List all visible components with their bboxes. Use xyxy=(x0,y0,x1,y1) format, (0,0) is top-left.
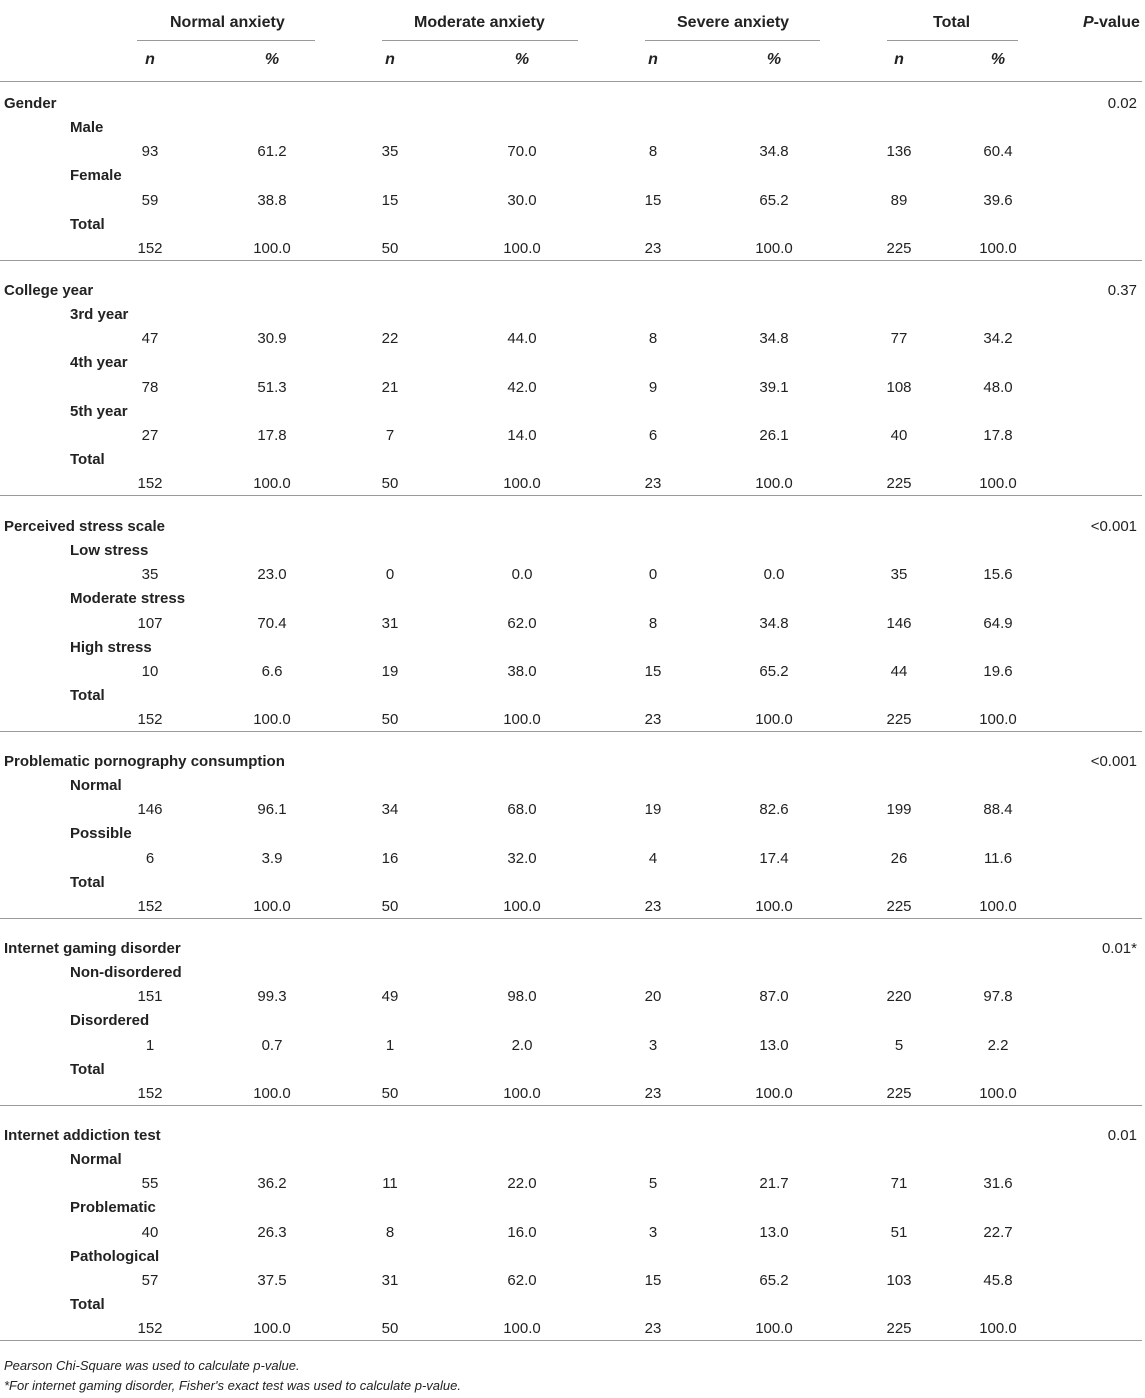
section-title: Problematic pornography consumption xyxy=(4,753,285,770)
cell-percent: 62.0 xyxy=(507,1271,537,1289)
header-group-severe-anxiety: Severe anxiety xyxy=(677,14,790,31)
cell-percent: 17.8 xyxy=(257,426,287,444)
cell-count: 44 xyxy=(890,662,908,680)
cell-percent: 70.4 xyxy=(257,614,287,632)
header-p-value-rest: -value xyxy=(1093,14,1140,31)
cell-count: 22 xyxy=(381,330,399,348)
cell-percent: 42.0 xyxy=(507,378,537,396)
cell-count: 15 xyxy=(644,1271,662,1289)
cell-count: 8 xyxy=(648,143,658,161)
cell-count: 0 xyxy=(648,566,658,584)
section-divider xyxy=(0,731,1142,732)
cell-count: 31 xyxy=(381,614,399,632)
section-title: Internet addiction test xyxy=(4,1127,161,1144)
cell-count: 1 xyxy=(385,1036,395,1054)
cell-percent: 16.0 xyxy=(507,1223,537,1241)
cell-percent: 100.0 xyxy=(503,897,541,915)
cell-percent: 61.2 xyxy=(257,143,287,161)
cell-count: 40 xyxy=(141,1223,159,1241)
header-group-normal-anxiety: Normal anxiety xyxy=(170,14,285,31)
header-bottom-rule xyxy=(0,81,1142,82)
cell-count: 225 xyxy=(886,897,912,915)
cell-count: 152 xyxy=(137,239,163,257)
cell-count: 5 xyxy=(894,1036,904,1054)
section-p-value: 0.01 xyxy=(1107,1127,1137,1144)
cell-percent: 100.0 xyxy=(979,1320,1017,1338)
cell-percent: 100.0 xyxy=(503,239,541,257)
cell-count: 50 xyxy=(381,1320,399,1338)
section-divider xyxy=(0,1340,1142,1341)
cell-percent: 0.7 xyxy=(261,1036,283,1054)
header-group-underline xyxy=(382,40,578,41)
cell-count: 23 xyxy=(644,475,662,493)
cell-percent: 6.6 xyxy=(261,662,283,680)
cell-percent: 51.3 xyxy=(257,378,287,396)
cell-percent: 65.2 xyxy=(759,191,789,209)
cell-percent: 37.5 xyxy=(257,1271,287,1289)
cell-percent: 14.0 xyxy=(507,426,537,444)
subheader-n: n xyxy=(385,51,395,68)
cell-count: 16 xyxy=(381,849,399,867)
cell-count: 55 xyxy=(141,1175,159,1193)
cell-count: 23 xyxy=(644,897,662,915)
category-label: Possible xyxy=(70,825,132,843)
cell-percent: 13.0 xyxy=(759,1036,789,1054)
cell-percent: 23.0 xyxy=(257,566,287,584)
cell-percent: 70.0 xyxy=(507,143,537,161)
cell-count: 225 xyxy=(886,1084,912,1102)
cell-count: 59 xyxy=(141,191,159,209)
cell-percent: 17.4 xyxy=(759,849,789,867)
category-label: Male xyxy=(70,119,104,137)
category-label: Disordered xyxy=(70,1012,150,1030)
cell-percent: 100.0 xyxy=(253,1084,291,1102)
footnote-1: Pearson Chi-Square was used to calculate p-value. xyxy=(4,1358,300,1373)
cell-count: 6 xyxy=(145,849,155,867)
category-label: Problematic xyxy=(70,1199,156,1217)
cell-percent: 100.0 xyxy=(979,239,1017,257)
cell-count: 51 xyxy=(890,1223,908,1241)
cell-count: 31 xyxy=(381,1271,399,1289)
cell-percent: 100.0 xyxy=(503,1320,541,1338)
cell-percent: 22.7 xyxy=(983,1223,1013,1241)
cell-percent: 88.4 xyxy=(983,801,1013,819)
cell-percent: 100.0 xyxy=(979,1084,1017,1102)
subheader-percent: % xyxy=(514,51,530,68)
cell-percent: 100.0 xyxy=(253,711,291,729)
cell-count: 50 xyxy=(381,897,399,915)
cell-percent: 100.0 xyxy=(503,1084,541,1102)
cell-percent: 100.0 xyxy=(253,475,291,493)
cell-count: 152 xyxy=(137,1320,163,1338)
cell-percent: 0.0 xyxy=(763,566,785,584)
cell-percent: 22.0 xyxy=(507,1175,537,1193)
cell-count: 3 xyxy=(648,1036,658,1054)
section-p-value: <0.001 xyxy=(1090,753,1137,770)
cell-count: 3 xyxy=(648,1223,658,1241)
cell-percent: 38.0 xyxy=(507,662,537,680)
cell-count: 19 xyxy=(644,801,662,819)
cell-percent: 11.6 xyxy=(983,849,1013,867)
category-label: 4th year xyxy=(70,354,128,372)
cell-count: 35 xyxy=(890,566,908,584)
section-divider xyxy=(0,495,1142,496)
header-group-underline xyxy=(137,40,315,41)
cell-percent: 15.6 xyxy=(983,566,1013,584)
cell-count: 47 xyxy=(141,330,159,348)
cell-percent: 3.9 xyxy=(261,849,283,867)
cell-count: 35 xyxy=(141,566,159,584)
cell-count: 4 xyxy=(648,849,658,867)
section-title: College year xyxy=(4,282,94,299)
cell-percent: 100.0 xyxy=(755,475,793,493)
cell-percent: 65.2 xyxy=(759,662,789,680)
cell-count: 8 xyxy=(648,330,658,348)
section-title: Perceived stress scale xyxy=(4,518,165,535)
cell-count: 220 xyxy=(886,988,912,1006)
cell-percent: 45.8 xyxy=(983,1271,1013,1289)
cell-percent: 60.4 xyxy=(983,143,1013,161)
cell-count: 8 xyxy=(648,614,658,632)
section-p-value: 0.02 xyxy=(1107,95,1137,112)
cell-percent: 100.0 xyxy=(755,897,793,915)
cell-percent: 34.2 xyxy=(983,330,1013,348)
cell-count: 136 xyxy=(886,143,912,161)
category-label: Total xyxy=(70,1296,105,1314)
cell-percent: 98.0 xyxy=(507,988,537,1006)
cell-percent: 100.0 xyxy=(755,1084,793,1102)
cell-count: 50 xyxy=(381,239,399,257)
subheader-percent: % xyxy=(990,51,1006,68)
category-label: Total xyxy=(70,1060,105,1078)
cell-count: 8 xyxy=(385,1223,395,1241)
cell-percent: 13.0 xyxy=(759,1223,789,1241)
category-label: Total xyxy=(70,451,105,469)
cell-count: 89 xyxy=(890,191,908,209)
subheader-n: n xyxy=(145,51,155,68)
cell-count: 50 xyxy=(381,475,399,493)
cell-count: 35 xyxy=(381,143,399,161)
cell-count: 15 xyxy=(644,662,662,680)
cell-count: 103 xyxy=(886,1271,912,1289)
header-group-total: Total xyxy=(933,14,971,31)
cell-count: 225 xyxy=(886,711,912,729)
cell-percent: 31.6 xyxy=(983,1175,1013,1193)
cell-percent: 36.2 xyxy=(257,1175,287,1193)
cell-count: 152 xyxy=(137,897,163,915)
cell-count: 107 xyxy=(137,614,163,632)
cell-percent: 97.8 xyxy=(983,988,1013,1006)
cell-percent: 38.8 xyxy=(257,191,287,209)
cell-percent: 100.0 xyxy=(755,711,793,729)
category-label: 3rd year xyxy=(70,306,129,324)
cell-percent: 30.0 xyxy=(507,191,537,209)
cell-percent: 99.3 xyxy=(257,988,287,1006)
section-title: Internet gaming disorder xyxy=(4,940,181,957)
cell-percent: 100.0 xyxy=(503,475,541,493)
subheader-percent: % xyxy=(766,51,782,68)
cell-percent: 2.2 xyxy=(987,1036,1009,1054)
cell-count: 10 xyxy=(141,662,159,680)
cell-count: 199 xyxy=(886,801,912,819)
cell-percent: 100.0 xyxy=(755,239,793,257)
section-divider xyxy=(0,260,1142,261)
category-label: Total xyxy=(70,687,105,705)
cell-percent: 26.1 xyxy=(759,426,789,444)
category-label: Pathological xyxy=(70,1247,160,1265)
cell-count: 19 xyxy=(381,662,399,680)
cell-count: 9 xyxy=(648,378,658,396)
cell-count: 77 xyxy=(890,330,908,348)
cell-count: 11 xyxy=(382,1175,398,1193)
cell-count: 15 xyxy=(381,191,399,209)
cell-count: 71 xyxy=(890,1175,908,1193)
header-p-value-italic: P xyxy=(1083,14,1094,31)
cell-percent: 48.0 xyxy=(983,378,1013,396)
cell-percent: 68.0 xyxy=(507,801,537,819)
cell-percent: 64.9 xyxy=(983,614,1013,632)
header-p-value xyxy=(1083,14,1140,32)
cell-count: 146 xyxy=(137,801,163,819)
cell-count: 0 xyxy=(385,566,395,584)
cell-count: 146 xyxy=(886,614,912,632)
cell-percent: 34.8 xyxy=(759,143,789,161)
subheader-n: n xyxy=(648,51,658,68)
category-label: Female xyxy=(70,167,122,185)
section-title: Gender xyxy=(4,95,57,112)
subheader-n: n xyxy=(894,51,904,68)
cell-count: 26 xyxy=(890,849,908,867)
cell-percent: 34.8 xyxy=(759,614,789,632)
cell-count: 5 xyxy=(648,1175,658,1193)
cell-percent: 100.0 xyxy=(253,239,291,257)
cell-percent: 32.0 xyxy=(507,849,537,867)
cell-count: 78 xyxy=(141,378,159,396)
cell-count: 6 xyxy=(648,426,658,444)
cell-count: 40 xyxy=(890,426,908,444)
cell-count: 57 xyxy=(141,1271,159,1289)
category-label: High stress xyxy=(70,638,152,656)
cell-count: 50 xyxy=(381,1084,399,1102)
section-p-value: 0.37 xyxy=(1107,282,1137,299)
category-label: 5th year xyxy=(70,402,128,420)
cell-percent: 34.8 xyxy=(759,330,789,348)
cell-percent: 100.0 xyxy=(503,711,541,729)
cell-count: 152 xyxy=(137,711,163,729)
cell-count: 23 xyxy=(644,1320,662,1338)
cell-count: 151 xyxy=(137,988,163,1006)
cell-percent: 96.1 xyxy=(257,801,287,819)
cell-count: 152 xyxy=(137,1084,163,1102)
cell-count: 50 xyxy=(381,711,399,729)
cell-percent: 2.0 xyxy=(511,1036,533,1054)
category-label: Total xyxy=(70,215,105,233)
cell-count: 225 xyxy=(886,1320,912,1338)
cell-percent: 100.0 xyxy=(979,897,1017,915)
cell-percent: 21.7 xyxy=(759,1175,789,1193)
cell-count: 20 xyxy=(644,988,662,1006)
category-label: Non-disordered xyxy=(70,964,182,982)
cell-count: 225 xyxy=(886,475,912,493)
cell-percent: 17.8 xyxy=(983,426,1013,444)
cell-percent: 0.0 xyxy=(511,566,533,584)
header-group-moderate-anxiety: Moderate anxiety xyxy=(414,14,545,31)
section-divider xyxy=(0,918,1142,919)
section-divider xyxy=(0,1105,1142,1106)
cell-percent: 100.0 xyxy=(979,475,1017,493)
cell-count: 225 xyxy=(886,239,912,257)
cell-count: 1 xyxy=(145,1036,155,1054)
category-label: Low stress xyxy=(70,542,149,560)
cell-count: 21 xyxy=(381,378,399,396)
cell-count: 23 xyxy=(644,711,662,729)
cell-percent: 65.2 xyxy=(759,1271,789,1289)
cell-percent: 26.3 xyxy=(257,1223,287,1241)
cell-percent: 82.6 xyxy=(759,801,789,819)
footnote-2: *For internet gaming disorder, Fisher's exact test was used to calculate p-value. xyxy=(4,1378,461,1393)
cell-percent: 39.6 xyxy=(983,191,1013,209)
category-label: Normal xyxy=(70,1151,122,1169)
cell-count: 23 xyxy=(644,239,662,257)
section-p-value: 0.01* xyxy=(1101,940,1137,957)
cell-percent: 44.0 xyxy=(507,330,537,348)
category-label: Moderate stress xyxy=(70,590,186,608)
subheader-percent: % xyxy=(264,51,280,68)
cell-count: 15 xyxy=(644,191,662,209)
header-group-underline xyxy=(645,40,820,41)
cell-percent: 100.0 xyxy=(253,1320,291,1338)
cell-percent: 87.0 xyxy=(759,988,789,1006)
cell-percent: 100.0 xyxy=(755,1320,793,1338)
cell-count: 49 xyxy=(381,988,399,1006)
cell-percent: 30.9 xyxy=(257,330,287,348)
cell-count: 108 xyxy=(886,378,912,396)
header-group-underline xyxy=(887,40,1018,41)
cell-percent: 100.0 xyxy=(979,711,1017,729)
cell-count: 93 xyxy=(141,143,159,161)
cell-percent: 62.0 xyxy=(507,614,537,632)
category-label: Normal xyxy=(70,777,122,795)
cell-percent: 100.0 xyxy=(253,897,291,915)
cell-percent: 19.6 xyxy=(983,662,1013,680)
category-label: Total xyxy=(70,873,105,891)
cell-count: 27 xyxy=(141,426,159,444)
cell-percent: 39.1 xyxy=(759,378,789,396)
cell-count: 34 xyxy=(381,801,399,819)
cell-count: 7 xyxy=(385,426,395,444)
section-p-value: <0.001 xyxy=(1090,518,1137,535)
cell-count: 152 xyxy=(137,475,163,493)
cell-count: 23 xyxy=(644,1084,662,1102)
